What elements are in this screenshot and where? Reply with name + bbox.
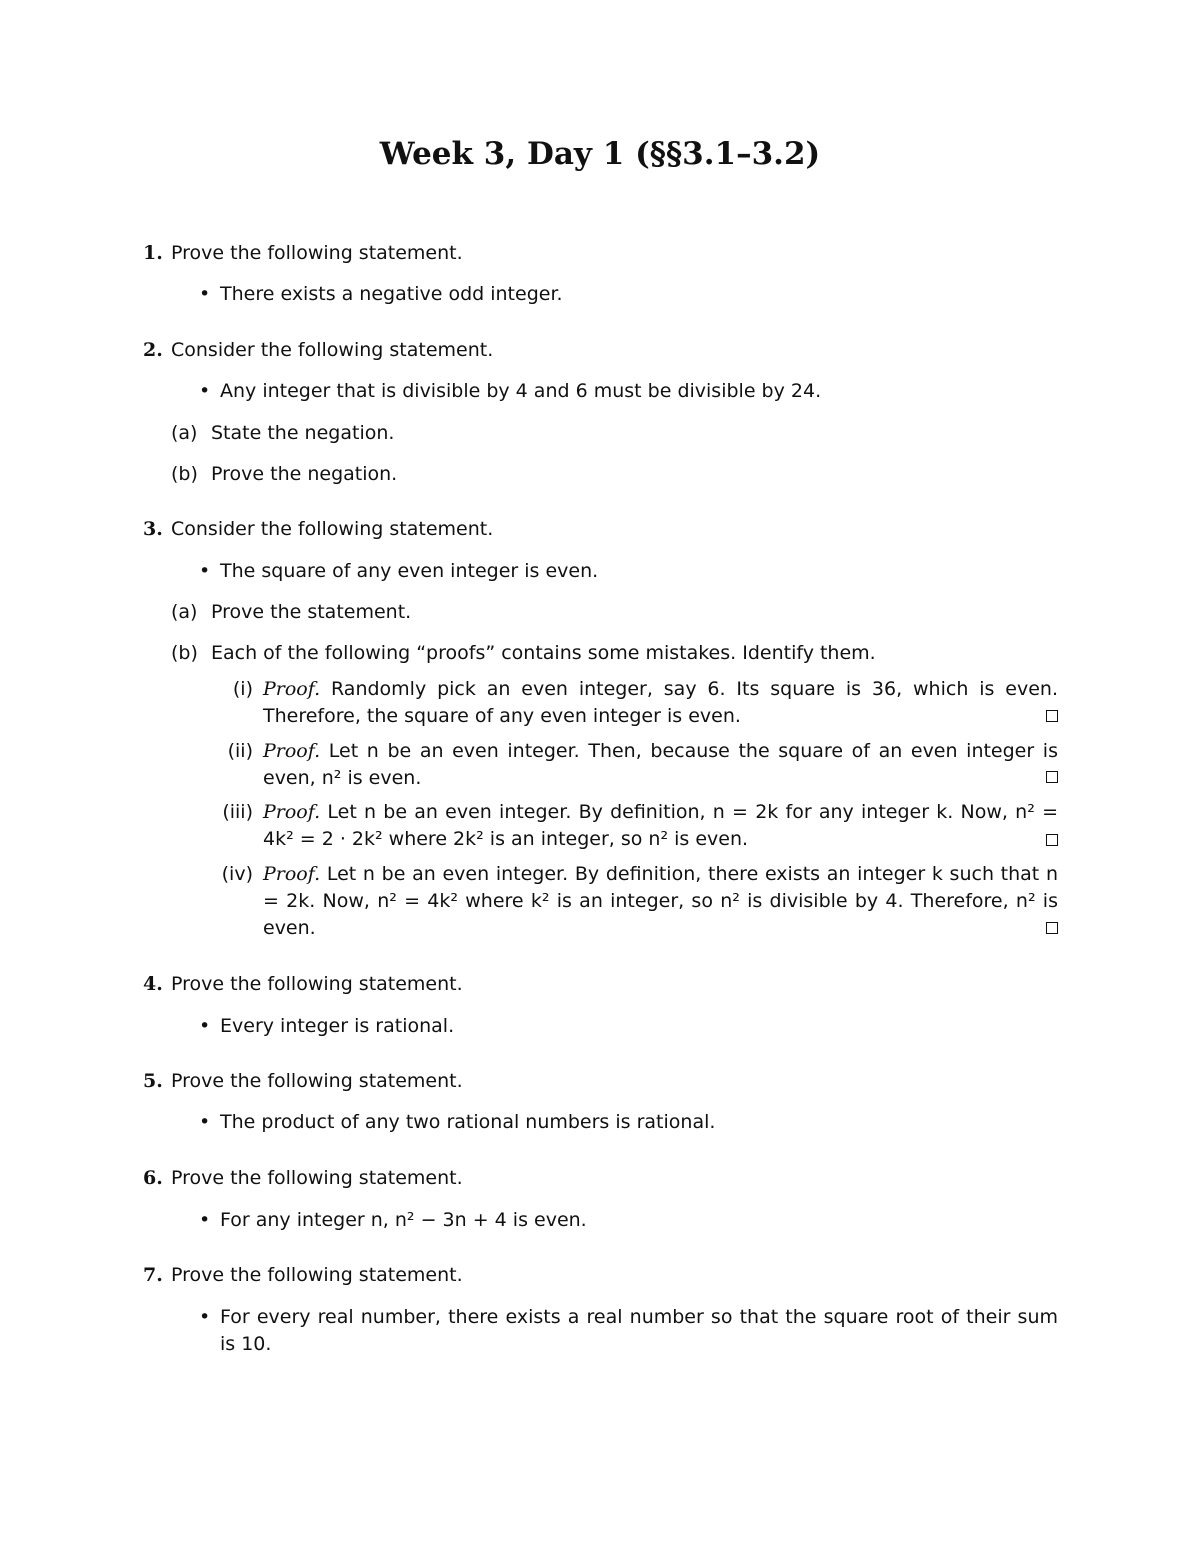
- statement: The product of any two rational numbers is rational.: [220, 1111, 716, 1133]
- proof-word: Proof.: [263, 863, 321, 885]
- problem-number: 5.: [143, 1070, 163, 1092]
- part-text: Prove the statement.: [211, 601, 412, 623]
- problem-number: 3.: [143, 518, 163, 540]
- problem-prompt: Prove the following statement.: [171, 1070, 463, 1092]
- part-label: (b): [171, 642, 198, 664]
- proof-label: (ii): [227, 740, 253, 762]
- bullet-icon: •: [199, 1111, 211, 1133]
- statement: The square of any even integer is even.: [220, 560, 599, 582]
- bullet-icon: •: [199, 1306, 211, 1328]
- bullet-icon: •: [199, 1209, 211, 1231]
- statement: There exists a negative odd integer.: [220, 283, 563, 305]
- qed-box-icon: [1046, 771, 1058, 783]
- proof-item: [263, 676, 1058, 730]
- proof-text: Let n be an even integer. By definition, there exists an integer k such that n = 2k. Now, n² = 4k² where k² is an integer, so n² is divisible by 4. Therefore, n² is even.: [263, 863, 1058, 939]
- proof-label: (iii): [222, 801, 253, 823]
- proof-item: [263, 861, 1058, 942]
- proof-word: Proof.: [263, 678, 321, 700]
- proof-word: Proof.: [263, 801, 321, 823]
- statement: Any integer that is divisible by 4 and 6 must be divisible by 24.: [220, 380, 822, 402]
- proof-word: Proof.: [263, 740, 321, 762]
- problem-number: 1.: [143, 242, 163, 264]
- proof-text: Randomly pick an even integer, say 6. Its square is 36, which is even. Therefore, the square of any even integer is even.: [263, 678, 1058, 727]
- part-text: Prove the negation.: [211, 463, 398, 485]
- bullet-icon: •: [199, 380, 211, 402]
- proof-item: [263, 738, 1058, 792]
- problem-prompt: Prove the following statement.: [171, 973, 463, 995]
- bullet-icon: •: [199, 283, 211, 305]
- proof-item: [263, 799, 1058, 853]
- qed-box-icon: [1046, 922, 1058, 934]
- problem-number: 2.: [143, 339, 163, 361]
- part-text: Each of the following “proofs” contains some mistakes. Identify them.: [211, 642, 876, 664]
- bullet-icon: •: [199, 560, 211, 582]
- problem-prompt: Prove the following statement.: [171, 242, 463, 264]
- page-title: Week 3, Day 1 (§§3.1–3.2): [379, 136, 821, 172]
- part-label: (a): [171, 601, 198, 623]
- problem-prompt: Prove the following statement.: [171, 1167, 463, 1189]
- statement: Every integer is rational.: [220, 1015, 455, 1037]
- statement: For every real number, there exists a real number so that the square root of their sum is 10.: [220, 1306, 1058, 1355]
- problem-prompt: Consider the following statement.: [171, 518, 494, 540]
- part-label: (a): [171, 422, 198, 444]
- proof-label: (iv): [221, 863, 253, 885]
- problem-number: 4.: [143, 973, 163, 995]
- problem-number: 7.: [143, 1264, 163, 1286]
- proof-text: Let n be an even integer. By definition, n = 2k for any integer k. Now, n² = 4k² = 2 · 2k² where 2k² is an integer, so n² is even.: [263, 801, 1058, 850]
- problem-prompt: Consider the following statement.: [171, 339, 494, 361]
- qed-box-icon: [1046, 710, 1058, 722]
- proof-text: Let n be an even integer. Then, because the square of an even integer is even, n² is even.: [263, 740, 1058, 789]
- part-text: State the negation.: [211, 422, 395, 444]
- problem-prompt: Prove the following statement.: [171, 1264, 463, 1286]
- bullet-icon: •: [199, 1015, 211, 1037]
- proof-label: (i): [232, 678, 253, 700]
- statement: For any integer n, n² − 3n + 4 is even.: [220, 1209, 587, 1231]
- part-label: (b): [171, 463, 198, 485]
- qed-box-icon: [1046, 834, 1058, 846]
- problem-number: 6.: [143, 1167, 163, 1189]
